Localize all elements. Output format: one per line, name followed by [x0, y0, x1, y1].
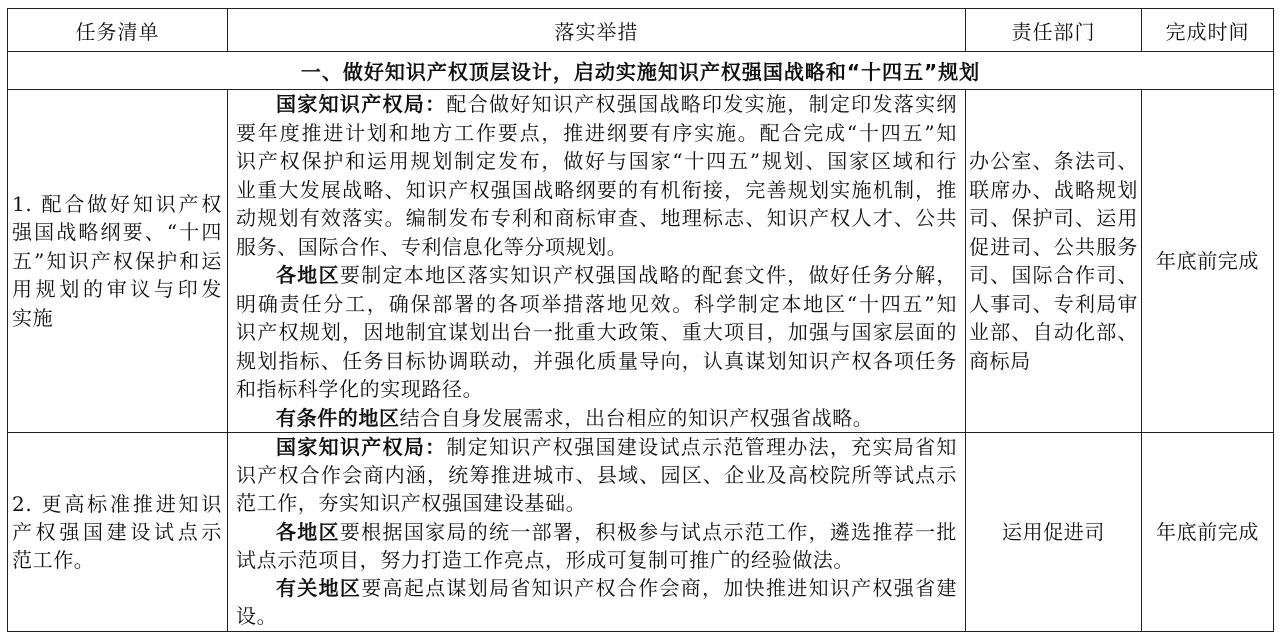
- measure-lead: 有关地区: [276, 576, 362, 601]
- deadline-text: 年底前完成: [1156, 519, 1259, 544]
- measure-line: 动规划有效落实。编制发布专利和商标审查、地理标志、知识产权人才、公共: [236, 206, 957, 230]
- task-line: 五”知识产权保护和运: [12, 248, 222, 273]
- department-line: 司、国际合作司、: [969, 263, 1138, 287]
- task-line: 范工作。: [12, 548, 95, 573]
- task-line: 实施: [12, 305, 54, 330]
- measure-line: 要年度推进计划和地方工作要点，推进纲要有序实施。配合完成“十四五”知: [236, 120, 957, 145]
- measure-text: 结合自身发展需求，出台相应的知识产权强省战略。: [399, 405, 874, 430]
- task-cell: [8, 90, 228, 433]
- task-line: 产权强国建设试点示: [12, 519, 222, 544]
- measure-paragraph: [236, 518, 957, 574]
- measure-paragraph: [236, 90, 957, 261]
- measure-lead: 有条件的地区: [276, 405, 400, 430]
- measure-text: 要高起点谋划局省知识产权合作会商，加快推进知识产权强省建: [361, 576, 957, 601]
- department-line: 商标局: [969, 348, 1031, 373]
- measure-line: [236, 404, 957, 433]
- measure-line: [236, 90, 957, 119]
- measure-text: 配合做好知识产权强国战略印发实施，制定印发落实纲: [446, 92, 957, 116]
- measure-line: [236, 518, 957, 546]
- deadline-cell: [1142, 433, 1274, 632]
- department-line: 业部、自动化部、: [969, 320, 1138, 344]
- measure-paragraph: [236, 404, 957, 433]
- header-deadline: 完成时间: [1142, 9, 1274, 52]
- task-table: [7, 8, 1274, 632]
- measure-lead: 各地区: [276, 263, 340, 287]
- task-line: 强国战略纲要、“十四: [12, 220, 222, 245]
- measure-paragraph: [236, 574, 957, 630]
- department-line: 司、保护司、运用: [969, 206, 1138, 230]
- task-line: 1. 配合做好知识产权: [12, 191, 222, 216]
- measure-line: 设。: [236, 604, 278, 629]
- measure-paragraph: [236, 433, 957, 518]
- measure-line: 规划指标、任务目标协调联动，并强化质量导向，认真谋划知识产权各项任务: [236, 348, 957, 373]
- measure-lead: 国家知识产权局：: [276, 435, 447, 459]
- department-cell: [966, 433, 1142, 632]
- task-line: 用规划的审议与印发: [12, 277, 222, 302]
- measure-line: 识产权规划，因地制宜谋划出台一批重大政策、重大项目，加强与国家层面的: [236, 320, 957, 344]
- measure-text: 要制定本地区落实知识产权强国战略的配套文件，做好任务分解，: [339, 263, 957, 287]
- measure-line: 明确责任分工，确保部署的各项举措落地见效。科学制定本地区“十四五”知: [236, 291, 957, 316]
- measure-paragraph: [236, 261, 957, 404]
- measure-text: 要根据国家局的统一部署，积极参与试点示范工作，遴选推荐一批: [339, 519, 957, 544]
- header-department: 责任部门: [966, 9, 1142, 52]
- department-line: 办公室、条法司、: [969, 149, 1138, 173]
- measure-line: 和指标科学化的实现路径。: [236, 377, 484, 401]
- measure-line: 识产权保护和运用规划制定发布，做好与国家“十四五”规划、国家区域和行: [236, 149, 957, 173]
- measure-lead: 国家知识产权局：: [276, 92, 447, 116]
- measure-line: [236, 574, 957, 602]
- department-line: 联席办、战略规划: [969, 177, 1138, 202]
- measure-line: 识产权合作会商内涵，统筹推进城市、县域、园区、企业及高校院所等试点示: [236, 463, 957, 488]
- department-text: 运用促进司: [1002, 519, 1105, 544]
- measure-line: 范工作，夯实知识产权强国建设基础。: [236, 491, 587, 516]
- measure-line: [236, 433, 957, 461]
- task-line: 2. 更高标准推进知识: [12, 491, 222, 516]
- department-cell: [966, 90, 1142, 433]
- department-line: 人事司、专利局审: [969, 291, 1138, 316]
- section-title: 一、做好知识产权顶层设计，启动实施知识产权强国战略和“十四五”规划: [8, 52, 1274, 90]
- task-text: [12, 490, 222, 575]
- header-measures: 落实举措: [228, 9, 966, 52]
- measure-lead: 各地区: [276, 519, 340, 544]
- measure-line: 服务、国际合作、专利信息化等分项规划。: [236, 234, 628, 259]
- task-text: [12, 190, 222, 333]
- measure-line: [236, 261, 957, 290]
- department-line: 促进司、公共服务: [969, 234, 1138, 259]
- task-cell: [8, 433, 228, 632]
- measure-line: 业重大发展战略、知识产权强国战略纲要的有机衔接，完善规划实施机制，推: [236, 177, 957, 202]
- measures-cell: [228, 90, 966, 433]
- deadline-cell: [1142, 90, 1274, 433]
- measures-cell: [228, 433, 966, 632]
- department-text: [969, 147, 1138, 375]
- deadline-text: 年底前完成: [1156, 248, 1259, 273]
- header-task: 任务清单: [8, 9, 228, 52]
- measure-text: 制定知识产权强国建设试点示范管理办法，充实局省知: [446, 435, 957, 459]
- measure-line: 试点示范项目，努力打造工作亮点，形成可复制可推广的经验做法。: [236, 547, 854, 572]
